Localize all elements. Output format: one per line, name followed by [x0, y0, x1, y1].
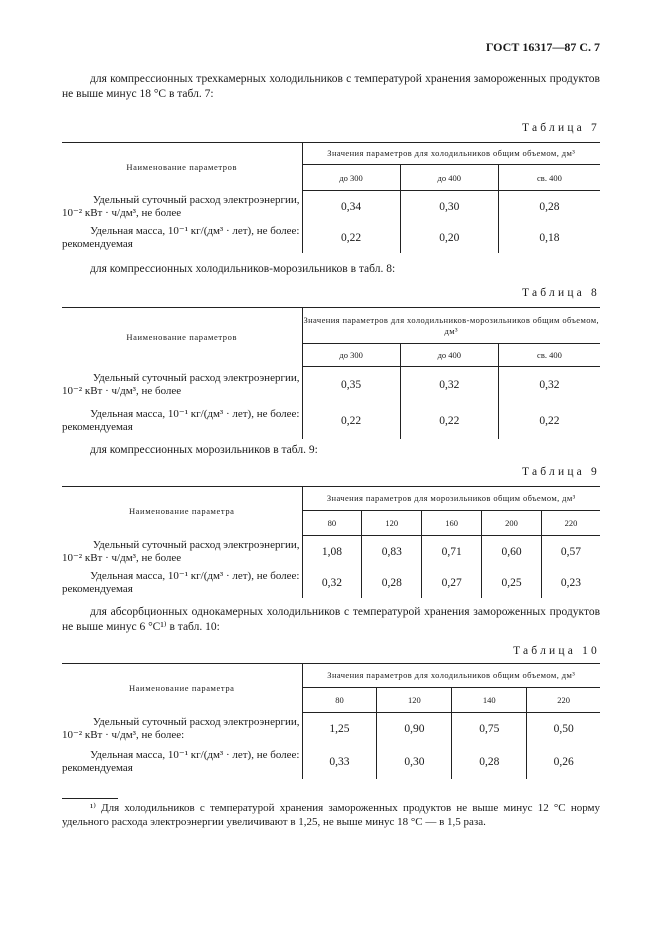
table-8 — [62, 307, 600, 439]
value-cell: 0,27 — [422, 568, 482, 598]
caption-table-7: Таблица 7 — [522, 122, 600, 134]
intro-table-9: для компрессионных морозильников в табл. 9: — [90, 444, 318, 456]
value-cell: 0,34 — [302, 191, 400, 223]
value-cell: 0,20 — [400, 223, 498, 253]
value-cell: 0,25 — [482, 568, 542, 598]
group-header: Значения параметров для холодильников общим объемом, дм³ — [302, 664, 600, 688]
column-header: 140 — [452, 688, 527, 713]
param-name: Удельная масса, 10⁻¹ кг/(дм³ · лет), не более: рекомендуемая — [62, 403, 302, 439]
value-cell: 1,25 — [302, 713, 377, 745]
table-9 — [62, 486, 600, 598]
value-cell: 0,32 — [400, 367, 498, 403]
column-header: св. 400 — [498, 344, 600, 367]
value-cell: 0,32 — [302, 568, 362, 598]
column-header: до 400 — [400, 344, 498, 367]
table-row — [62, 745, 600, 779]
table-row — [62, 191, 600, 223]
footnote-rule — [62, 798, 118, 799]
table-10 — [62, 663, 600, 779]
value-cell: 0,57 — [560, 545, 582, 558]
name-header: Наименование параметра — [62, 664, 302, 713]
value-cell: 0,28 — [452, 745, 527, 779]
name-header: Наименование параметров — [62, 143, 302, 191]
column-header: до 400 — [400, 165, 498, 191]
caption-table-9: Таблица 9 — [522, 466, 600, 478]
page-header: ГОСТ 16317—87 С. 7 — [485, 40, 600, 54]
param-name: Удельный суточный расход электроэнергии, 10⁻² кВт · ч/дм³, не более — [62, 191, 302, 223]
intro-table-10: для абсорбционных однокамерных холодильников с температурой хранения замороженных продуктов не выше минус 6 °С¹⁾ в табл. 10: — [62, 606, 600, 633]
column-header: 220 — [527, 688, 600, 713]
intro-table-8: для компрессионных холодильников-морозильников в табл. 8: — [90, 263, 396, 275]
table-row — [62, 713, 600, 745]
table-row — [62, 403, 600, 439]
value-cell: 0,22 — [302, 403, 400, 439]
value-cell: 0,32 — [539, 378, 560, 391]
value-cell: 0,22 — [539, 414, 560, 427]
column-header: 160 — [422, 511, 482, 536]
value-cell: 0,60 — [482, 536, 542, 568]
caption-table-10: Таблица 10 — [513, 645, 600, 657]
value-cell: 0,35 — [302, 367, 400, 403]
column-header: 120 — [362, 511, 422, 536]
table-7 — [62, 142, 600, 253]
value-cell: 1,08 — [302, 536, 362, 568]
column-header: 220 — [541, 511, 600, 536]
value-cell: 0,18 — [539, 231, 560, 244]
column-header: св. 400 — [498, 165, 600, 191]
column-header: до 300 — [302, 165, 400, 191]
column-header: до 300 — [302, 344, 400, 367]
value-cell: 0,90 — [377, 713, 452, 745]
group-header: Значения параметров для холодильников общим объемом, дм³ — [302, 143, 600, 165]
param-name: Удельный суточный расход электроэнергии, 10⁻² кВт · ч/дм³, не более — [62, 367, 302, 403]
footnote: ¹⁾ Для холодильников с температурой хранения замороженных продуктов не выше минус 12 °С норму удельного расхода электроэнергии увеличивают в 1,25, не выше минус 18 °С — в 1,5 раза. — [62, 802, 600, 828]
column-header: 80 — [302, 688, 377, 713]
param-name: Удельный суточный расход электроэнергии, 10⁻² кВт · ч/дм³, не более: — [62, 713, 302, 745]
value-cell: 0,30 — [400, 191, 498, 223]
value-cell: 0,22 — [400, 403, 498, 439]
value-cell: 0,23 — [560, 576, 582, 589]
column-header: 120 — [377, 688, 452, 713]
group-header: Значения параметров для морозильников общим объемом, дм³ — [302, 487, 600, 511]
name-header: Наименование параметров — [62, 308, 302, 367]
param-name: Удельный суточный расход электроэнергии, 10⁻² кВт · ч/дм³, не более — [62, 536, 302, 568]
value-cell: 0,75 — [452, 713, 527, 745]
param-name: Удельная масса, 10⁻¹ кг/(дм³ · лет), не более: рекомендуемая — [62, 745, 302, 779]
table-row — [62, 223, 600, 253]
name-header: Наименование параметра — [62, 487, 302, 536]
table-row — [62, 367, 600, 403]
table-row — [62, 568, 600, 598]
table-row — [62, 536, 600, 568]
value-cell: 0,33 — [302, 745, 377, 779]
group-header: Значения параметров для холодильников-морозильников общим объемом, дм³ — [302, 308, 600, 344]
value-cell: 0,26 — [553, 755, 574, 768]
column-header: 200 — [482, 511, 542, 536]
value-cell: 0,22 — [302, 223, 400, 253]
column-header: 80 — [302, 511, 362, 536]
caption-table-8: Таблица 8 — [522, 287, 600, 299]
value-cell: 0,30 — [377, 745, 452, 779]
param-name: Удельная масса, 10⁻¹ кг/(дм³ · лет), не более: рекомендуемая — [62, 223, 302, 253]
value-cell: 0,71 — [422, 536, 482, 568]
value-cell: 0,50 — [553, 722, 574, 735]
param-name: Удельная масса, 10⁻¹ кг/(дм³ · лет), не более: рекомендуемая — [62, 568, 302, 598]
value-cell: 0,83 — [362, 536, 422, 568]
intro-table-7: для компрессионных трехкамерных холодильников с температурой хранения замороженных продуктов не выше минус 18 °С в табл. 7: — [62, 73, 600, 100]
value-cell: 0,28 — [539, 200, 560, 213]
value-cell: 0,28 — [362, 568, 422, 598]
